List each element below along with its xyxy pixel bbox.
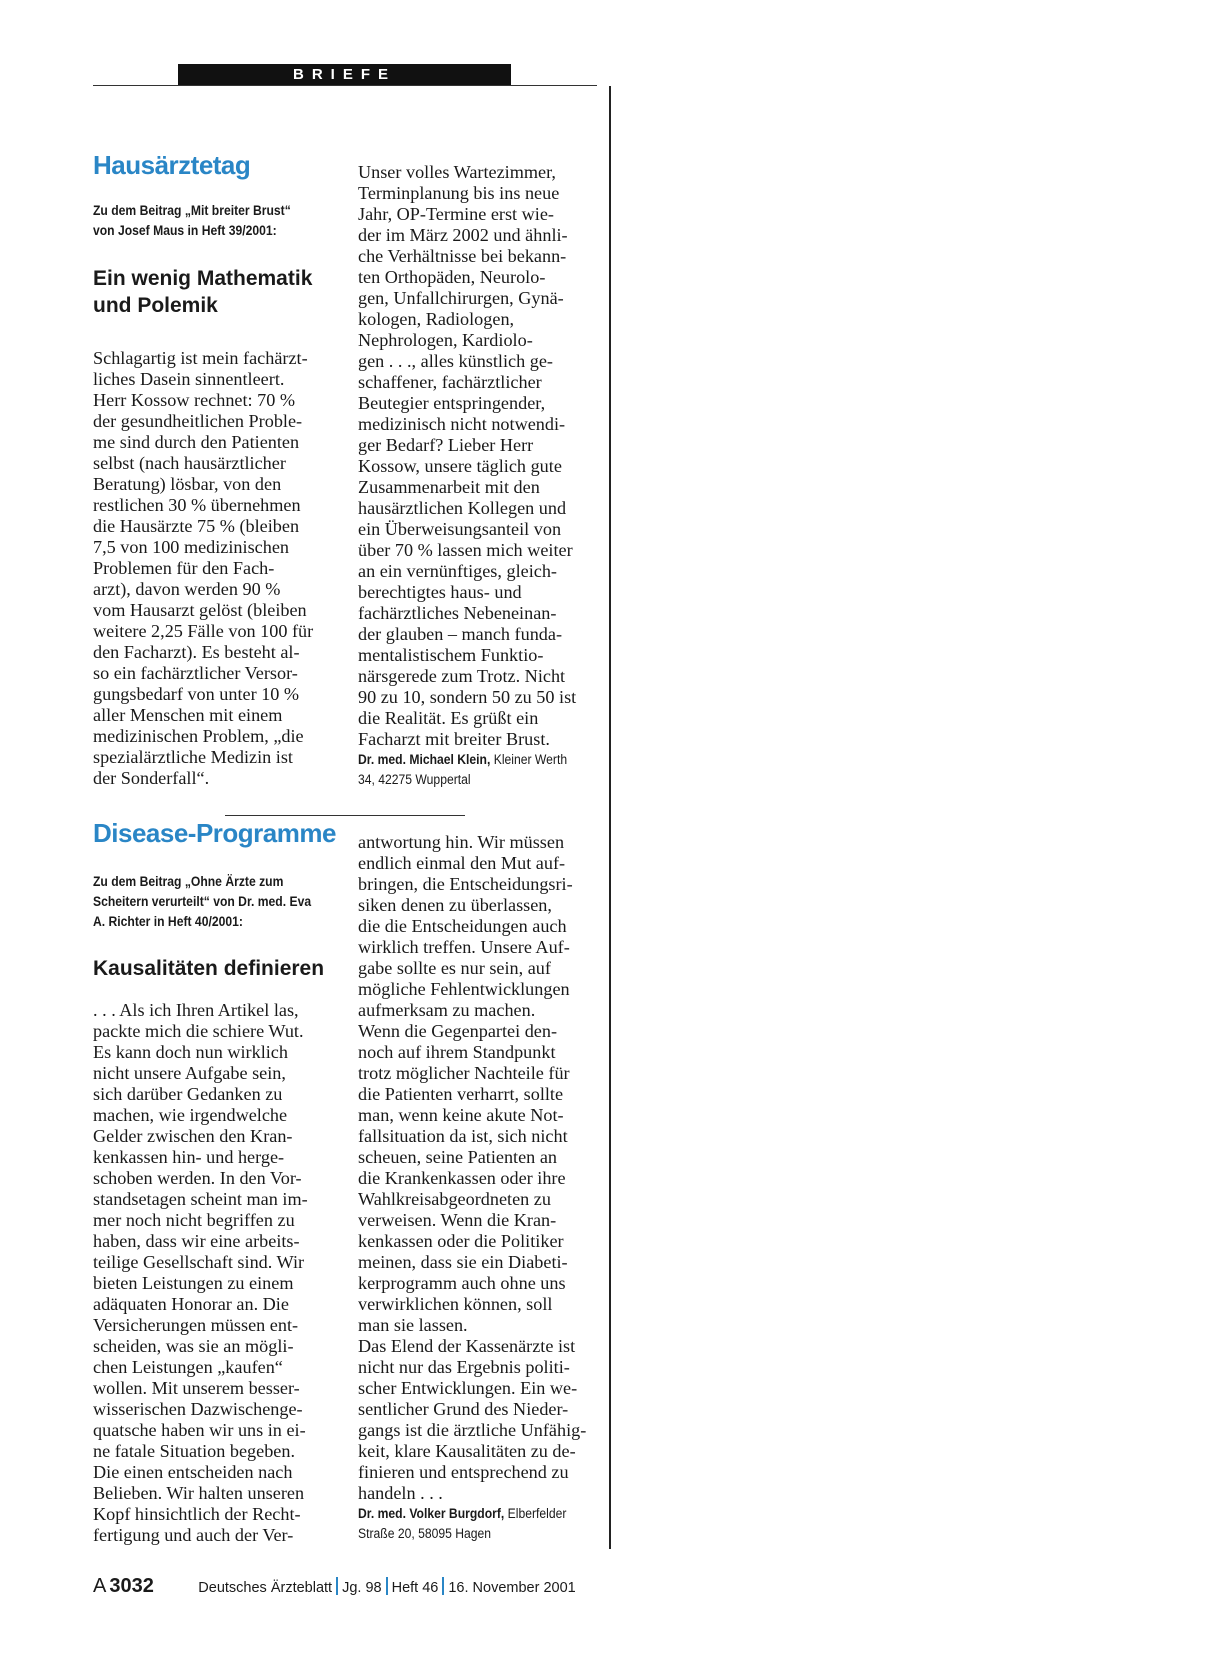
text-line: Zusammenarbeit mit den <box>358 477 540 497</box>
text-line: Jahr, OP-Termine erst wie- <box>358 204 554 224</box>
article-reference: Zu dem Beitrag „Mit breiter Brust“ von Josef Maus in Heft 39/2001: <box>93 203 291 238</box>
text-line: antwortung hin. Wir müssen <box>358 832 565 852</box>
text-line: adäquaten Honorar an. Die <box>93 1294 289 1314</box>
text-line: liches Dasein sinnentleert. <box>93 369 285 389</box>
text-line: ger Bedarf? Lieber Herr <box>358 435 534 455</box>
text-line: fallsituation da ist, sich nicht <box>358 1126 568 1146</box>
text-line: trotz möglicher Nachteile für <box>358 1063 570 1083</box>
text-line: kerprogramm auch ohne uns <box>358 1273 566 1293</box>
text-line: der im März 2002 und ähnli- <box>358 225 568 245</box>
text-line: bieten Leistungen zu einem <box>93 1273 294 1293</box>
text-line: über 70 % lassen mich weiter <box>358 540 573 560</box>
text-line: 90 zu 10, sondern 50 zu 50 ist <box>358 687 577 707</box>
text-line: endlich einmal den Mut auf- <box>358 853 566 873</box>
text-line: nicht nur das Ergebnis politi- <box>358 1357 570 1377</box>
signature-name: Dr. med. Volker Burgdorf, <box>358 1506 505 1521</box>
text-line: scher Entwicklungen. Ein we- <box>358 1378 578 1398</box>
text-line: aufmerksam zu machen. <box>358 1000 536 1020</box>
section-header-label: BRIEFE <box>292 66 396 83</box>
text-line: Terminplanung bis ins neue <box>358 183 560 203</box>
journal-volume: Jg. 98 <box>342 1580 382 1596</box>
text-line: die Realität. Es grüßt ein <box>358 708 539 728</box>
text-line: Die einen entscheiden nach <box>93 1462 293 1482</box>
text-line: Herr Kossow rechnet: 70 % <box>93 390 296 410</box>
text-line: Versicherungen müssen ent- <box>93 1315 299 1335</box>
text-line: teilige Gesellschaft sind. Wir <box>93 1252 305 1272</box>
article-title: Disease-Programme <box>93 818 336 848</box>
letter-body-left <box>93 1000 333 1546</box>
text-line: an ein vernünftiges, gleich- <box>358 561 557 581</box>
text-line: medizinisch nicht notwendi- <box>358 414 566 434</box>
letter-signature <box>358 1504 598 1544</box>
text-line: Kopf hinsichtlich der Recht- <box>93 1504 301 1524</box>
text-line: aller Menschen mit einem <box>93 705 283 725</box>
text-line: verwirklichen können, soll <box>358 1294 553 1314</box>
journal-issue: Heft 46 <box>391 1580 439 1596</box>
text-line: Wenn die Gegenpartei den- <box>358 1021 558 1041</box>
text-line: Das Elend der Kassenärzte ist <box>358 1336 576 1356</box>
signature-address: Kleiner Werth <box>490 752 568 767</box>
text-line: spezialärztliche Medizin ist <box>93 747 293 767</box>
text-line: so ein fachärztlicher Versor- <box>93 663 298 683</box>
text-line: die Hausärzte 75 % (bleiben <box>93 516 300 536</box>
footer-separator <box>386 1577 388 1595</box>
text-line: selbst (nach hausärztlicher <box>93 453 286 473</box>
text-line: kenkassen hin- und herge- <box>93 1147 285 1167</box>
page-number: 3032 <box>109 1575 154 1597</box>
text-line: 7,5 von 100 medizinischen <box>93 537 289 557</box>
text-line: mögliche Fehlentwicklungen <box>358 979 570 999</box>
article-separator-rule <box>225 815 465 816</box>
text-line: wollen. Mit unserem besser- <box>93 1378 300 1398</box>
text-line: finieren und entsprechend zu <box>358 1462 569 1482</box>
footer-separator <box>442 1577 444 1595</box>
text-line: Schlagartig ist mein fachärzt- <box>93 348 308 368</box>
text-line: che Verhältnisse bei bekann- <box>358 246 567 266</box>
signature-city: 34, 42275 Wuppertal <box>358 772 471 787</box>
text-line: bringen, die Entscheidungsri- <box>358 874 573 894</box>
text-line: siken denen zu überlassen, <box>358 895 552 915</box>
text-line: scheuen, seine Patienten an <box>358 1147 557 1167</box>
text-line: die Krankenkassen oder ihre <box>358 1168 566 1188</box>
letter-body-right-text <box>358 832 598 1504</box>
text-line: Beratung) lösbar, von den <box>93 474 282 494</box>
text-line: medizinischen Problem, „die <box>93 726 304 746</box>
text-line: mer noch nicht begriffen zu <box>93 1210 295 1230</box>
text-line: der Sonderfall“. <box>93 768 210 788</box>
journal-name: Deutsches Ärzteblatt <box>198 1580 333 1596</box>
text-line: . . . Als ich Ihren Artikel las, <box>93 1000 299 1020</box>
signature-name: Dr. med. Michael Klein, <box>358 752 491 767</box>
text-line: Problemen für den Fach- <box>93 558 275 578</box>
text-line: me sind durch den Patienten <box>93 432 300 452</box>
text-line: gen . . ., alles künstlich ge- <box>358 351 553 371</box>
text-line: haben, dass wir eine arbeits- <box>93 1231 300 1251</box>
text-line: vom Hausarzt gelöst (bleiben <box>93 600 307 620</box>
text-line: sich darüber Gedanken zu <box>93 1084 283 1104</box>
text-line: Unser volles Wartezimmer, <box>358 162 556 182</box>
text-line: nicht unsere Aufgabe sein, <box>93 1063 286 1083</box>
text-line: arzt), davon werden 90 % <box>93 579 281 599</box>
text-line: noch auf ihrem Standpunkt <box>358 1042 556 1062</box>
section-header-bar <box>178 64 511 85</box>
text-line: chen Leistungen „kaufen“ <box>93 1357 283 1377</box>
text-line: kenkassen oder die Politiker <box>358 1231 564 1251</box>
text-line: mentalistischem Funktio- <box>358 645 544 665</box>
header-rule <box>93 85 597 86</box>
text-line: wirklich treffen. Unsere Auf- <box>358 937 570 957</box>
page-footer <box>93 1575 576 1598</box>
signature-address: Elberfelder <box>504 1506 567 1521</box>
text-line: die Patienten verharrt, sollte <box>358 1084 564 1104</box>
text-line: ein Überweisungsanteil von <box>358 519 562 539</box>
text-line: wisserischen Dazwischenge- <box>93 1399 303 1419</box>
text-line: den Facharzt). Es besteht al- <box>93 642 300 662</box>
text-line: gabe sollte es nur sein, auf <box>358 958 551 978</box>
text-line: packte mich die schiere Wut. <box>93 1021 304 1041</box>
letter-body-right <box>358 162 598 790</box>
text-line: handeln . . . <box>358 1483 443 1503</box>
text-line: die die Entscheidungen auch <box>358 916 567 936</box>
text-line: quatsche haben wir uns in ei- <box>93 1420 306 1440</box>
text-line: keit, klare Kausalitäten zu de- <box>358 1441 576 1461</box>
text-line: gangs ist die ärztliche Unfähig- <box>358 1420 587 1440</box>
text-line: närsgerede zum Trotz. Nicht <box>358 666 566 686</box>
text-line: ne fatale Situation begeben. <box>93 1441 296 1461</box>
text-line: man sie lassen. <box>358 1315 468 1335</box>
text-line: machen, wie irgendwelche <box>93 1105 288 1125</box>
text-line: kologen, Radiologen, <box>358 309 515 329</box>
signature-city: Straße 20, 58095 Hagen <box>358 1526 492 1541</box>
text-line: Belieben. Wir halten unseren <box>93 1483 305 1503</box>
letter-body-right <box>358 832 598 1544</box>
text-line: restlichen 30 % übernehmen <box>93 495 301 515</box>
text-line: sentlicher Grund des Nieder- <box>358 1399 569 1419</box>
text-line: hausärztlichen Kollegen und <box>358 498 567 518</box>
text-line: gen, Unfallchirurgen, Gynä- <box>358 288 564 308</box>
text-line: berechtigtes haus- und <box>358 582 522 602</box>
text-line: der gesundheitlichen Proble- <box>93 411 303 431</box>
text-line: Wahlkreisabgeordneten zu <box>358 1189 551 1209</box>
page-prefix: A <box>93 1575 107 1597</box>
letter-body-right-text <box>358 162 598 750</box>
text-line: weitere 2,25 Fälle von 100 für <box>93 621 314 641</box>
text-line: Kossow, unsere täglich gute <box>358 456 562 476</box>
footer-separator <box>336 1577 338 1595</box>
letter-signature <box>358 750 598 790</box>
text-line: fachärztliches Nebeneinan- <box>358 603 557 623</box>
letter-subtitle: Ein wenig Mathematik und Polemik <box>93 267 313 317</box>
letter-body-left <box>93 348 333 789</box>
text-line: ten Orthopäden, Neurolo- <box>358 267 546 287</box>
article-title: Hausärztetag <box>93 150 251 180</box>
article-reference: Zu dem Beitrag „Ohne Ärzte zum Scheitern verurteilt“ von Dr. med. Eva A. Richter in Heft 40/2001: <box>93 874 312 929</box>
journal-date: 16. November 2001 <box>448 1580 576 1596</box>
text-line: verweisen. Wenn die Kran- <box>358 1210 557 1230</box>
text-line: schaffener, fachärztlicher <box>358 372 542 392</box>
text-line: gungsbedarf von unter 10 % <box>93 684 300 704</box>
text-line: meinen, dass sie ein Diabeti- <box>358 1252 568 1272</box>
text-line: standsetagen scheint man im- <box>93 1189 308 1209</box>
text-line: Es kann doch nun wirklich <box>93 1042 288 1062</box>
letter-subtitle: Kausalitäten definieren <box>93 957 325 980</box>
text-line: der glauben – manch funda- <box>358 624 563 644</box>
text-line: Gelder zwischen den Kran- <box>93 1126 293 1146</box>
text-line: Beutegier entspringender, <box>358 393 546 413</box>
text-line: scheiden, was sie an mögli- <box>93 1336 294 1356</box>
text-line: fertigung und auch der Ver- <box>93 1525 294 1545</box>
text-line: Nephrologen, Kardiolo- <box>358 330 533 350</box>
text-line: schoben werden. In den Vor- <box>93 1168 302 1188</box>
column-divider-rule <box>609 86 611 1549</box>
text-line: Facharzt mit breiter Brust. <box>358 729 550 749</box>
text-line: man, wenn keine akute Not- <box>358 1105 564 1125</box>
